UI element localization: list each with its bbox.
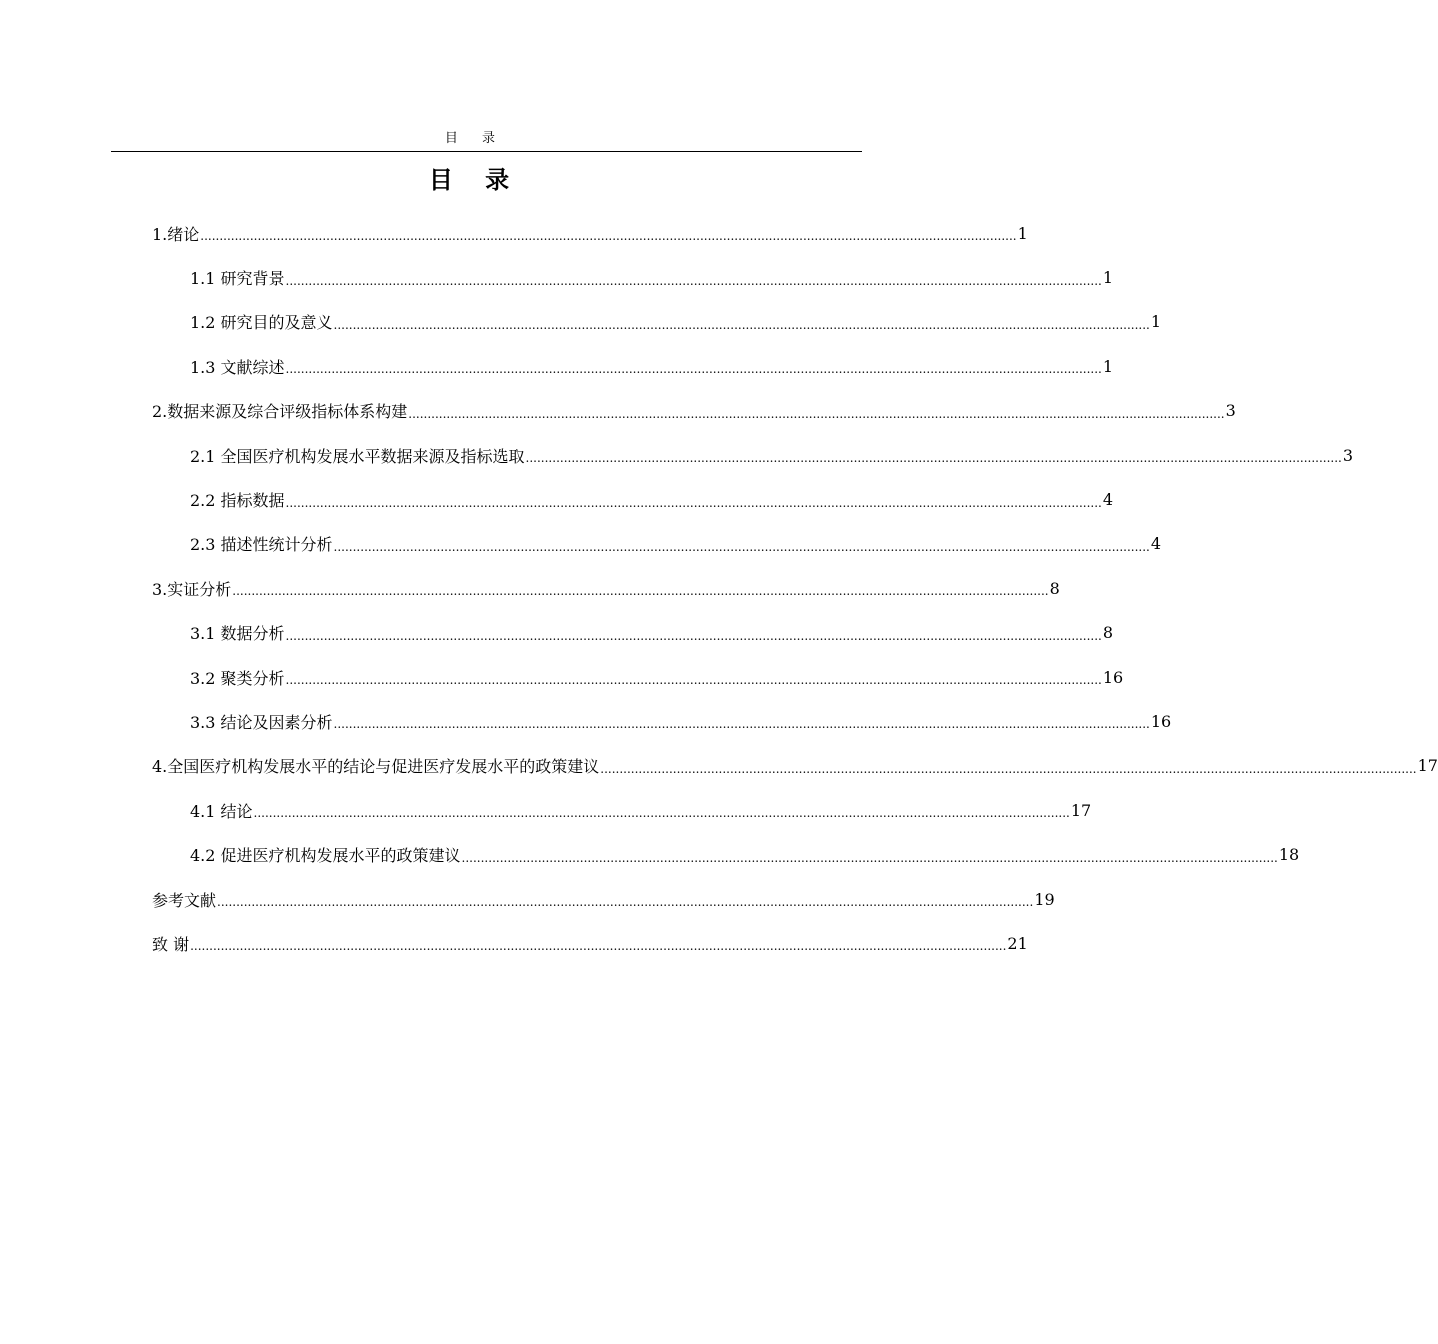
dot-leader: ...................................................................................................................................................................................................................... <box>461 850 1278 865</box>
toc-entry-label: 2.3 描述性统计分析 <box>190 535 333 555</box>
toc-entry-label: 3.2 聚类分析 <box>190 668 285 688</box>
toc-entry-label: 3.实证分析 <box>152 579 232 599</box>
toc-entry-page: 18 <box>1278 845 1300 865</box>
dot-leader: ...................................................................................................................................................................................................................... <box>525 451 1342 466</box>
toc-entry-page: 1 <box>1102 268 1114 288</box>
toc-entry-page: 8 <box>1102 623 1114 643</box>
dot-leader: ...................................................................................................................................................................................................................... <box>285 362 1102 377</box>
running-header: 目 录 <box>444 131 506 146</box>
toc-entry-page: 16 <box>1150 711 1172 731</box>
toc-entry-page: 21 <box>1007 933 1028 953</box>
toc-entry-label: 3.3 结论及因素分析 <box>190 712 333 732</box>
toc-entry[interactable] <box>152 255 1114 299</box>
toc-entry[interactable] <box>152 788 1092 832</box>
toc-entry-label: 2.1 全国医疗机构发展水平数据来源及指标选取 <box>190 446 525 466</box>
toc-entry-label: 1.绪论 <box>152 224 200 244</box>
page-title: 目 录 <box>428 166 522 194</box>
toc-entry-page: 3 <box>1225 401 1236 421</box>
toc-entry-label: 1.3 文献综述 <box>190 357 285 377</box>
toc-entry-label: 4.2 促进医疗机构发展水平的政策建议 <box>190 846 461 866</box>
dot-leader: ...................................................................................................................................................................................................................... <box>285 273 1102 288</box>
toc-entry[interactable] <box>152 522 1162 566</box>
dot-leader: ...................................................................................................................................................................................................................... <box>600 761 1417 776</box>
toc-entry-label: 4.1 结论 <box>190 801 253 821</box>
toc-entry[interactable] <box>152 877 1055 921</box>
toc-entry-label: 3.1 数据分析 <box>190 624 285 644</box>
dot-leader: ...................................................................................................................................................................................................................... <box>217 895 1034 910</box>
toc-entry-page: 17 <box>1417 756 1438 776</box>
toc-entry-label: 4.全国医疗机构发展水平的结论与促进医疗发展水平的政策建议 <box>152 757 600 777</box>
toc-entry-label: 2.数据来源及综合评级指标体系构建 <box>152 402 408 422</box>
header-rule <box>111 151 862 152</box>
toc-entry-label: 2.2 指标数据 <box>190 491 285 511</box>
toc-entry[interactable] <box>152 344 1114 388</box>
toc-entry-page: 4 <box>1102 490 1114 510</box>
toc-entry[interactable] <box>152 477 1114 521</box>
dot-leader: ...................................................................................................................................................................................................................... <box>285 673 1102 688</box>
toc-entry-page: 16 <box>1102 667 1124 687</box>
toc-entry[interactable] <box>152 744 1438 788</box>
dot-leader: ...................................................................................................................................................................................................................... <box>333 317 1150 332</box>
toc-entry[interactable] <box>152 433 1354 477</box>
dot-leader: ...................................................................................................................................................................................................................... <box>333 717 1150 732</box>
toc-entry[interactable] <box>152 566 1060 610</box>
toc-entry-label: 参考文献 <box>152 890 217 910</box>
toc-entry-page: 17 <box>1070 800 1092 820</box>
toc-entry[interactable] <box>152 389 1236 433</box>
toc-entry-label: 1.1 研究背景 <box>190 269 285 289</box>
toc-entry-page: 1 <box>1017 223 1028 243</box>
toc-entry-page: 1 <box>1102 356 1114 376</box>
toc-entry[interactable] <box>152 832 1300 876</box>
dot-leader: ...................................................................................................................................................................................................................... <box>200 229 1017 244</box>
dot-leader: ...................................................................................................................................................................................................................... <box>285 628 1102 643</box>
toc-entry-page: 19 <box>1034 889 1055 909</box>
toc-entry[interactable] <box>152 611 1114 655</box>
toc-entry-label: 致 谢 <box>152 934 190 954</box>
toc-entry[interactable] <box>152 655 1124 699</box>
toc-entry-page: 4 <box>1150 534 1162 554</box>
toc-entry[interactable] <box>152 921 1028 965</box>
toc-entry-label: 1.2 研究目的及意义 <box>190 313 333 333</box>
toc-entry[interactable] <box>152 699 1172 743</box>
dot-leader: ...................................................................................................................................................................................................................... <box>232 584 1049 599</box>
toc-entry-page: 8 <box>1049 578 1060 598</box>
table-of-contents <box>152 211 1438 966</box>
toc-entry-page: 3 <box>1342 445 1354 465</box>
dot-leader: ...................................................................................................................................................................................................................... <box>333 539 1150 554</box>
toc-entry[interactable] <box>152 300 1162 344</box>
dot-leader: ...................................................................................................................................................................................................................... <box>190 939 1007 954</box>
dot-leader: ...................................................................................................................................................................................................................... <box>285 495 1102 510</box>
dot-leader: ...................................................................................................................................................................................................................... <box>253 806 1070 821</box>
toc-entry[interactable] <box>152 211 1028 255</box>
toc-entry-page: 1 <box>1150 312 1162 332</box>
dot-leader: ...................................................................................................................................................................................................................... <box>408 406 1225 421</box>
